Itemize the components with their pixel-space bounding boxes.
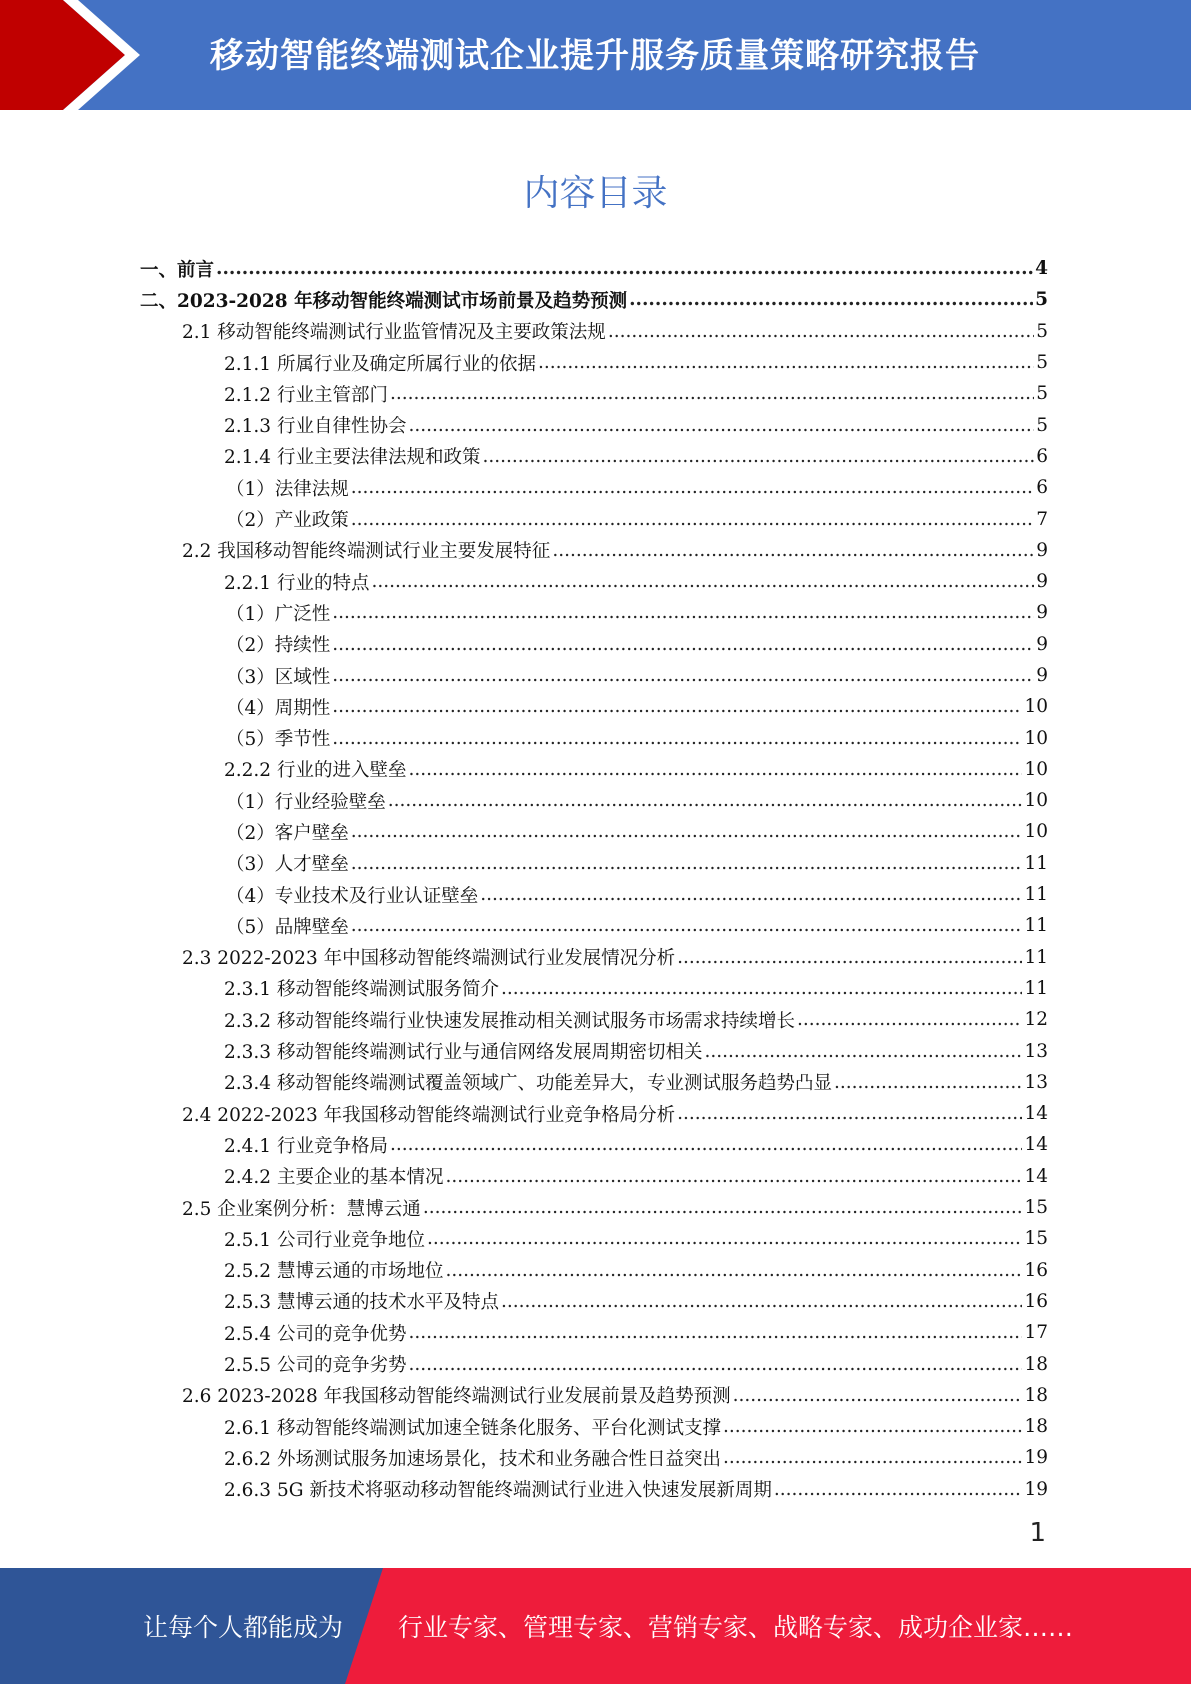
footer-slogan-left: 让每个人都能成为 — [143, 1613, 344, 1642]
toc-entry-page: 11 — [1024, 884, 1048, 906]
toc-dot-leader — [427, 1228, 1022, 1249]
toc-entry-title: 2.1.2 行业主管部门 — [224, 381, 390, 407]
toc-entry-title: 2.2 我国移动智能终端测试行业主要发展特征 — [182, 537, 552, 563]
toc-dot-leader — [774, 1479, 1023, 1500]
toc-entry-title: 2.1.1 所属行业及确定所属行业的依据 — [224, 350, 538, 376]
toc-entry-title: （2）产业政策 — [226, 506, 351, 532]
toc-entry[interactable] — [140, 973, 1048, 1004]
toc-dot-leader — [723, 1447, 1022, 1468]
toc-dot-leader — [408, 1354, 1022, 1375]
toc-entry-title: （4）周期性 — [226, 694, 332, 720]
toc-entry[interactable] — [140, 629, 1048, 660]
toc-entry[interactable] — [140, 910, 1048, 941]
toc-entry-page: 6 — [1036, 445, 1048, 467]
toc-dot-leader — [351, 915, 1023, 936]
toc-entry[interactable] — [140, 1161, 1048, 1192]
toc-entry[interactable] — [140, 1255, 1048, 1286]
toc-entry[interactable] — [140, 785, 1048, 816]
toc-dot-leader — [332, 634, 1034, 655]
toc-entry[interactable] — [140, 284, 1048, 315]
toc-entry-page: 9 — [1036, 602, 1048, 624]
toc-entry-title: （1）行业经验壁垒 — [226, 788, 388, 814]
toc-dot-leader — [351, 853, 1023, 874]
toc-entry[interactable] — [140, 1442, 1048, 1473]
toc-entry-page: 5 — [1036, 383, 1048, 405]
toc-entry-title: 2.6.2 外场测试服务加速场景化，技术和业务融合性日益突出 — [224, 1445, 723, 1471]
toc-entry[interactable] — [140, 316, 1048, 347]
toc-entry-title: 2.6.1 移动智能终端测试加速全链条化服务、平台化测试支撑 — [224, 1414, 723, 1440]
footer-slogan-right: 行业专家、管理专家、营销专家、战略专家、成功企业家…… — [398, 1613, 1074, 1642]
toc-entry[interactable] — [140, 942, 1048, 973]
toc-entry-title: 二、2023-2028 年移动智能终端测试市场前景及趋势预测 — [140, 287, 629, 313]
toc-entry-page: 9 — [1036, 571, 1048, 593]
toc-entry-page: 17 — [1024, 1322, 1048, 1344]
toc-entry-title: 2.4.2 主要企业的基本情况 — [224, 1163, 445, 1189]
toc-entry-page: 19 — [1024, 1447, 1048, 1469]
toc-entry-title: 2.1.4 行业主要法律法规和政策 — [224, 443, 482, 469]
toc-entry-page: 5 — [1036, 414, 1048, 436]
toc-dot-leader — [332, 602, 1034, 623]
toc-dot-leader — [501, 1291, 1022, 1312]
toc-entry-page: 10 — [1024, 758, 1048, 780]
toc-dot-leader — [351, 821, 1023, 842]
toc-dot-leader — [797, 1009, 1022, 1030]
toc-dot-leader — [332, 696, 1022, 717]
toc-entry-title: 2.1.3 行业自律性协会 — [224, 412, 408, 438]
toc-entry-page: 10 — [1024, 727, 1048, 749]
toc-dot-leader — [733, 1385, 1023, 1406]
toc-entry-title: 2.5.5 公司的竞争劣势 — [224, 1351, 408, 1377]
toc-entry-title: 2.5.4 公司的竞争优势 — [224, 1320, 408, 1346]
toc-entry[interactable] — [140, 691, 1048, 722]
toc-entry-title: 2.5.3 慧博云通的技术水平及特点 — [224, 1288, 501, 1314]
toc-entry-title: （3）区域性 — [226, 663, 332, 689]
toc-entry-title: 2.5.2 慧博云通的市场地位 — [224, 1257, 445, 1283]
toc-dot-leader — [423, 1197, 1023, 1218]
toc-entry-page: 5 — [1036, 352, 1048, 374]
toc-entry-title: 2.3.1 移动智能终端测试服务简介 — [224, 975, 501, 1001]
toc-entry[interactable] — [140, 1411, 1048, 1442]
toc-dot-leader — [332, 728, 1022, 749]
toc-entry-title: 2.6.3 5G 新技术将驱动移动智能终端测试行业进入快速发展新周期 — [224, 1476, 774, 1502]
toc-entry-title: 2.2.1 行业的特点 — [224, 569, 371, 595]
page-header — [0, 0, 1191, 110]
toc-entry[interactable] — [140, 347, 1048, 378]
toc-entry[interactable] — [140, 441, 1048, 472]
toc-entry-page: 15 — [1024, 1228, 1048, 1250]
toc-entry[interactable] — [140, 503, 1048, 534]
toc-entry-page: 5 — [1035, 289, 1048, 311]
toc-entry-title: （1）法律法规 — [226, 475, 351, 501]
toc-dot-leader — [351, 509, 1034, 530]
toc-entry[interactable] — [140, 535, 1048, 566]
toc-entry-title: （3）人才壁垒 — [226, 850, 351, 876]
toc-entry[interactable] — [140, 1192, 1048, 1223]
toc-dot-leader — [445, 1260, 1022, 1281]
page-number: 1 — [1029, 1518, 1046, 1548]
toc-dot-leader — [371, 571, 1034, 592]
toc-entry-title: 2.4.1 行业竞争格局 — [224, 1132, 390, 1158]
toc-entry-title: （1）广泛性 — [226, 600, 332, 626]
toc-dot-leader — [677, 1103, 1022, 1124]
toc-entry-page: 16 — [1024, 1259, 1048, 1281]
toc-entry-page: 6 — [1036, 477, 1048, 499]
toc-dot-leader — [445, 1166, 1022, 1187]
toc-entry-page: 18 — [1024, 1384, 1048, 1406]
toc-entry-page: 11 — [1024, 946, 1048, 968]
toc-entry-page: 16 — [1024, 1290, 1048, 1312]
toc-entry[interactable] — [140, 1067, 1048, 1098]
toc-dot-leader — [834, 1072, 1022, 1093]
toc-entry-title: 2.5.1 公司行业竞争地位 — [224, 1226, 427, 1252]
toc-dot-leader — [408, 415, 1034, 436]
toc-entry[interactable] — [140, 1286, 1048, 1317]
toc-entry-title: 一、前言 — [140, 256, 216, 282]
toc-dot-leader — [390, 383, 1034, 404]
toc-entry-page: 9 — [1036, 665, 1048, 686]
toc-entry-title: （2）客户壁垒 — [226, 819, 351, 845]
toc-entry-page: 19 — [1024, 1478, 1048, 1500]
page-footer — [0, 1568, 1191, 1684]
toc-entry-page: 11 — [1024, 915, 1048, 937]
toc-dot-leader — [704, 1041, 1022, 1062]
toc-entry-title: 2.6 2023-2028 年我国移动智能终端测试行业发展前景及趋势预测 — [182, 1382, 733, 1408]
toc-entry-page: 11 — [1024, 977, 1048, 999]
toc-entry-title: 2.3 2022-2023 年中国移动智能终端测试行业发展情况分析 — [182, 944, 677, 970]
toc-entry-page: 14 — [1024, 1134, 1048, 1156]
toc-entry-page: 5 — [1036, 320, 1048, 342]
toc-entry-page: 18 — [1024, 1353, 1048, 1375]
toc-entry-page: 14 — [1024, 1165, 1048, 1187]
toc-entry[interactable] — [140, 848, 1048, 879]
toc-entry[interactable] — [140, 754, 1048, 785]
toc-entry-title: 2.3.3 移动智能终端测试行业与通信网络发展周期密切相关 — [224, 1038, 704, 1064]
toc-entry-page: 9 — [1036, 633, 1048, 655]
report-title: 移动智能终端测试企业提升服务质量策略研究报告 — [210, 36, 980, 76]
toc-entry[interactable] — [140, 1098, 1048, 1129]
toc-dot-leader — [538, 352, 1034, 373]
toc-dot-leader — [332, 665, 1034, 686]
toc-dot-leader — [482, 446, 1034, 467]
toc-entry-page: 14 — [1024, 1103, 1048, 1125]
toc-entry-title: 2.3.2 移动智能终端行业快速发展推动相关测试服务市场需求持续增长 — [224, 1007, 797, 1033]
toc-entry-page: 15 — [1024, 1197, 1048, 1219]
toc-entry[interactable] — [140, 1317, 1048, 1348]
toc-entry[interactable] — [140, 816, 1048, 847]
toc-dot-leader — [723, 1416, 1022, 1437]
toc-dot-leader — [629, 289, 1033, 310]
toc-entry-page: 9 — [1036, 539, 1048, 561]
toc-dot-leader — [388, 790, 1023, 811]
toc-entry[interactable] — [140, 879, 1048, 910]
toc-heading: 内容目录 — [523, 173, 668, 214]
toc-entry-page: 10 — [1024, 821, 1048, 843]
toc-entry[interactable] — [140, 1035, 1048, 1066]
toc-entry-title: 2.2.2 行业的进入壁垒 — [224, 756, 408, 782]
toc-entry[interactable] — [140, 253, 1048, 284]
toc-entry-title: （5）季节性 — [226, 725, 332, 751]
toc-entry-title: 2.4 2022-2023 年我国移动智能终端测试行业竞争格局分析 — [182, 1101, 677, 1127]
toc-entry-page: 4 — [1035, 258, 1048, 280]
toc-entry[interactable] — [140, 1223, 1048, 1254]
toc-entry-page: 10 — [1024, 790, 1048, 812]
toc-entry-title: 2.5 企业案例分析：慧博云通 — [182, 1195, 423, 1221]
toc-entry[interactable] — [140, 566, 1048, 597]
toc-dot-leader — [480, 884, 1022, 905]
toc-entry-page: 13 — [1024, 1071, 1048, 1093]
toc-entry[interactable] — [140, 597, 1048, 628]
toc-entry[interactable] — [140, 1129, 1048, 1160]
toc-entry-title: （2）持续性 — [226, 631, 332, 657]
toc-entry[interactable] — [140, 722, 1048, 753]
toc-entry-page: 18 — [1024, 1416, 1048, 1438]
toc-dot-leader — [608, 321, 1034, 342]
toc-entry-page: 12 — [1024, 1009, 1048, 1031]
toc-entry-page: 11 — [1024, 852, 1048, 874]
toc-entry[interactable] — [140, 472, 1048, 503]
toc-dot-leader — [408, 1322, 1022, 1343]
toc-entry-title: 2.1 移动智能终端测试行业监管情况及主要政策法规 — [182, 318, 608, 344]
toc-entry[interactable] — [140, 1474, 1048, 1505]
toc-entry[interactable] — [140, 1380, 1048, 1411]
toc-entry[interactable] — [140, 1348, 1048, 1379]
toc-dot-leader — [408, 759, 1022, 780]
toc-dot-leader — [351, 477, 1034, 498]
toc-entry-title: （4）专业技术及行业认证壁垒 — [226, 882, 480, 908]
toc-entry-page: 13 — [1024, 1040, 1048, 1062]
toc-entry[interactable] — [140, 1004, 1048, 1035]
toc-entry-page: 7 — [1036, 508, 1048, 530]
toc-dot-leader — [390, 1134, 1022, 1155]
table-of-contents — [140, 253, 1048, 1505]
toc-entry-page: 10 — [1024, 696, 1048, 718]
toc-dot-leader — [677, 947, 1022, 968]
toc-dot-leader — [216, 258, 1033, 279]
toc-dot-leader — [552, 540, 1034, 561]
toc-entry-title: （5）品牌壁垒 — [226, 913, 351, 939]
toc-entry[interactable] — [140, 660, 1048, 691]
toc-entry-title: 2.3.4 移动智能终端测试覆盖领域广、功能差异大，专业测试服务趋势凸显 — [224, 1069, 834, 1095]
toc-entry[interactable] — [140, 409, 1048, 440]
toc-dot-leader — [501, 978, 1022, 999]
toc-entry[interactable] — [140, 378, 1048, 409]
